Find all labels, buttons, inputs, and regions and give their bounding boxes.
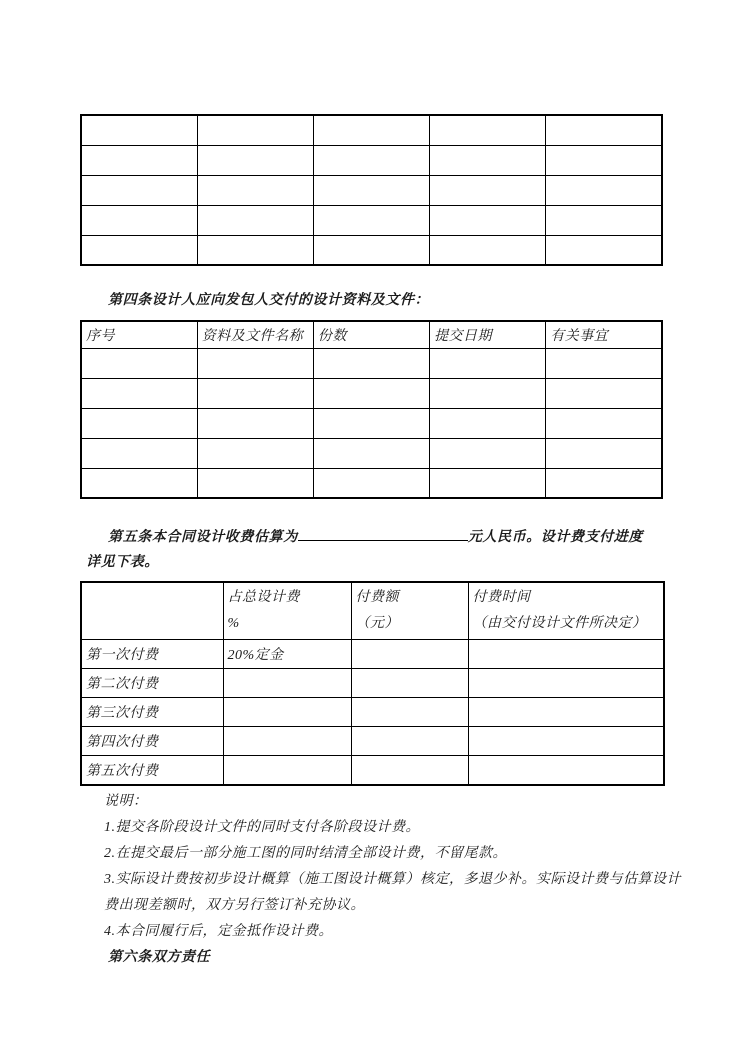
table-cell — [313, 235, 429, 265]
table-cell — [430, 348, 546, 378]
table-cell — [313, 378, 429, 408]
table-row — [81, 145, 662, 175]
table-row — [81, 468, 662, 498]
table-cell — [546, 408, 662, 438]
payment-percent-cell: 20%定金 — [223, 640, 351, 669]
table-cell — [430, 175, 546, 205]
table-cell — [313, 115, 429, 145]
payment-schedule-table — [80, 581, 665, 786]
clause-5-prefix: 第五条本合同设计收费估算为 — [108, 530, 298, 545]
table-cell — [430, 408, 546, 438]
table-cell — [546, 468, 662, 498]
col-header-amount — [351, 582, 468, 640]
clause-6-heading: 第六条双方责任 — [108, 950, 211, 965]
payment-time-cell — [468, 640, 664, 669]
table-row — [81, 348, 662, 378]
table-cell — [546, 145, 662, 175]
table-cell — [313, 205, 429, 235]
col-header-doc-name: 资料及文件名称 — [197, 321, 313, 348]
payment-row-3 — [81, 698, 664, 727]
table-cell — [81, 235, 197, 265]
payment-row-5 — [81, 756, 664, 785]
col-header-related-matters: 有关事宜 — [546, 321, 662, 348]
note-item-1: 1.提交各阶段设计文件的同时支付各阶段设计费。 — [104, 820, 420, 835]
payment-percent-cell — [223, 727, 351, 756]
table-cell — [313, 468, 429, 498]
table-row — [81, 438, 662, 468]
table-row — [81, 378, 662, 408]
table-row — [81, 235, 662, 265]
col-header-amount-line2: （元） — [355, 616, 399, 631]
payment-time-cell — [468, 727, 664, 756]
table-cell — [313, 145, 429, 175]
table-row — [81, 408, 662, 438]
table-cell — [197, 145, 313, 175]
table-cell — [81, 175, 197, 205]
table-cell — [81, 468, 197, 498]
col-header-copies: 份数 — [313, 321, 429, 348]
table-cell — [197, 468, 313, 498]
table-row — [81, 175, 662, 205]
table-cell — [546, 205, 662, 235]
payment-row-label: 第二次付费 — [81, 669, 223, 698]
payment-amount-cell — [351, 669, 468, 698]
note-item-2: 2.在提交最后一部分施工图的同时结清全部设计费，不留尾款。 — [104, 846, 507, 861]
note-item-3: 3.实际设计费按初步设计概算（施工图设计概算）核定，多退少补。实际设计费与估算设计费出现差额时，双方另行签订补充协议。 — [104, 872, 681, 913]
table-cell — [81, 408, 197, 438]
clause-5-suffix: 元人民币。设计费支付进度 — [467, 530, 644, 545]
payment-row-4 — [81, 727, 664, 756]
table-cell — [197, 115, 313, 145]
payment-row-1 — [81, 640, 664, 669]
table-cell — [546, 348, 662, 378]
table-cell — [546, 378, 662, 408]
table-cell — [197, 348, 313, 378]
payment-amount-cell — [351, 640, 468, 669]
table-cell — [430, 235, 546, 265]
table-row — [81, 115, 662, 145]
col-header-payment-time-line2: （由交付设计文件所决定） — [472, 616, 647, 631]
col-header-percent-of-fee — [223, 582, 351, 640]
note-item-4: 4.本合同履行后，定金抵作设计费。 — [104, 924, 333, 939]
payment-amount-cell — [351, 698, 468, 727]
table-cell — [546, 235, 662, 265]
col-header-percent-line1: 占总设计费 — [227, 590, 300, 605]
payment-amount-cell — [351, 727, 468, 756]
deliverables-table — [80, 320, 663, 499]
notes-block — [104, 789, 690, 945]
payment-header-row — [81, 582, 664, 640]
payment-row-label: 第五次付费 — [81, 756, 223, 785]
upper-blank-table — [80, 114, 663, 266]
table-cell — [546, 438, 662, 468]
payment-row-2 — [81, 669, 664, 698]
table-cell — [197, 438, 313, 468]
table-cell — [313, 175, 429, 205]
table-cell — [430, 115, 546, 145]
table-cell — [430, 378, 546, 408]
table-cell — [81, 378, 197, 408]
col-header-percent-line2: % — [227, 616, 240, 631]
payment-time-cell — [468, 669, 664, 698]
table-cell — [197, 408, 313, 438]
table-cell — [81, 205, 197, 235]
table-cell — [197, 235, 313, 265]
notes-label: 说明： — [104, 794, 148, 809]
payment-time-cell — [468, 698, 664, 727]
clause-5-heading-line2: 详见下表。 — [86, 555, 159, 570]
col-header-serial: 序号 — [81, 321, 197, 348]
deliverables-header-row — [81, 321, 662, 348]
col-header-empty — [81, 582, 223, 640]
table-cell — [197, 378, 313, 408]
table-cell — [197, 175, 313, 205]
table-cell — [81, 348, 197, 378]
payment-amount-cell — [351, 756, 468, 785]
table-cell — [81, 145, 197, 175]
table-cell — [430, 468, 546, 498]
table-cell — [197, 205, 313, 235]
table-cell — [81, 115, 197, 145]
table-cell — [430, 205, 546, 235]
table-cell — [546, 115, 662, 145]
payment-percent-cell — [223, 756, 351, 785]
payment-row-label: 第三次付费 — [81, 698, 223, 727]
payment-time-cell — [468, 756, 664, 785]
col-header-payment-time — [468, 582, 664, 640]
payment-row-label: 第四次付费 — [81, 727, 223, 756]
table-row — [81, 205, 662, 235]
col-header-amount-line1: 付费额 — [355, 590, 399, 605]
table-cell — [430, 145, 546, 175]
payment-percent-cell — [223, 698, 351, 727]
col-header-payment-time-line1: 付费时间 — [472, 590, 531, 605]
clause-5-heading-line1 — [108, 526, 643, 546]
table-cell — [313, 438, 429, 468]
table-cell — [430, 438, 546, 468]
table-cell — [546, 175, 662, 205]
payment-percent-cell — [223, 669, 351, 698]
col-header-submit-date: 提交日期 — [430, 321, 546, 348]
payment-row-label: 第一次付费 — [81, 640, 223, 669]
fee-estimate-blank — [298, 527, 468, 541]
table-cell — [313, 348, 429, 378]
table-cell — [313, 408, 429, 438]
clause-4-heading: 第四条设计人应向发包人交付的设计资料及文件： — [108, 293, 430, 308]
table-cell — [81, 438, 197, 468]
